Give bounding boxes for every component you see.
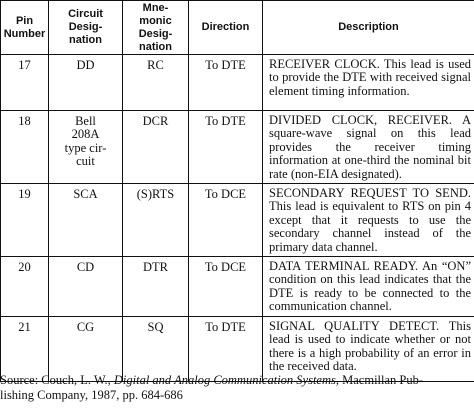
circuit-cell: SCA xyxy=(49,184,123,257)
circuit-cell: CG xyxy=(49,316,123,381)
description-body: This lead is equivalent to RTS on pin 4 except that it requests to use the secondary channel instead of the primary data channel. xyxy=(269,199,471,254)
direction-cell: To DCE xyxy=(189,257,263,317)
table-header-row xyxy=(1,1,474,55)
table-row xyxy=(1,111,474,184)
description-cell xyxy=(263,316,474,381)
description-cell xyxy=(263,184,474,257)
source-suffix: Macmillan Pub- xyxy=(342,373,424,387)
source-line-2: lishing Company, 1987, pp. 684-686 xyxy=(0,388,183,402)
table-row xyxy=(1,257,474,317)
description-title: SECONDARY REQUEST TO SEND. xyxy=(269,186,471,201)
source-citation xyxy=(0,373,474,403)
table-row xyxy=(1,184,474,257)
direction-cell: To DTE xyxy=(189,55,263,111)
mnemonic-cell: SQ xyxy=(123,316,189,381)
description-body: This lead is used to provide the DTE with received signal element timing information. xyxy=(269,57,472,98)
pin-number-cell: 21 xyxy=(1,316,49,381)
header-circuit-designation: Circuit Desig- nation xyxy=(49,1,123,55)
direction-cell: To DTE xyxy=(189,316,263,381)
description-cell xyxy=(263,55,474,111)
source-book-title: Digital and Analog Communication Systems, xyxy=(113,373,340,387)
description-cell xyxy=(263,257,474,317)
description-title: SIGNAL QUALITY DETECT. xyxy=(269,318,440,333)
description-body: An “ON” condition on this lead indicates that the DTE is ready to be connected to the communication channel. xyxy=(269,259,471,314)
description-cell xyxy=(263,111,474,184)
description-title: DATA TERMINAL READY. xyxy=(269,259,419,274)
header-pin-number: Pin Number xyxy=(1,1,49,55)
pin-number-cell: 20 xyxy=(1,257,49,317)
table-row xyxy=(1,316,474,381)
mnemonic-cell: DCR xyxy=(123,111,189,184)
description-body: A square-wave signal on this lead provides the receiver timing information at one-third the nominal bit rate (non-EIA designated). xyxy=(269,113,472,181)
description-title: DIVIDED CLOCK, RECEIVER. xyxy=(269,113,453,127)
description-title: RECEIVER CLOCK. xyxy=(269,57,380,71)
source-line-1 xyxy=(0,373,474,388)
circuit-cell: DD xyxy=(49,55,123,111)
mnemonic-cell: DTR xyxy=(123,257,189,317)
pin-number-cell: 18 xyxy=(1,111,49,184)
mnemonic-cell: (S)RTS xyxy=(123,184,189,257)
pin-number-cell: 17 xyxy=(1,55,49,111)
direction-cell: To DTE xyxy=(189,111,263,184)
header-mnemonic-designation: Mne- monic Desig- nation xyxy=(123,1,189,55)
mnemonic-cell: RC xyxy=(123,55,189,111)
description-body: This lead is used to indicate whether or not there is a high probability of an error in the received data. xyxy=(269,318,471,373)
header-direction: Direction xyxy=(189,1,263,55)
header-description: Description xyxy=(263,1,474,55)
pin-number-cell: 19 xyxy=(1,184,49,257)
source-prefix: Source: Couch, L. W., xyxy=(0,373,111,387)
table-row xyxy=(1,55,474,111)
circuit-cell: Bell 208A type cir- cuit xyxy=(49,111,123,184)
circuit-cell: CD xyxy=(49,257,123,317)
direction-cell: To DCE xyxy=(189,184,263,257)
